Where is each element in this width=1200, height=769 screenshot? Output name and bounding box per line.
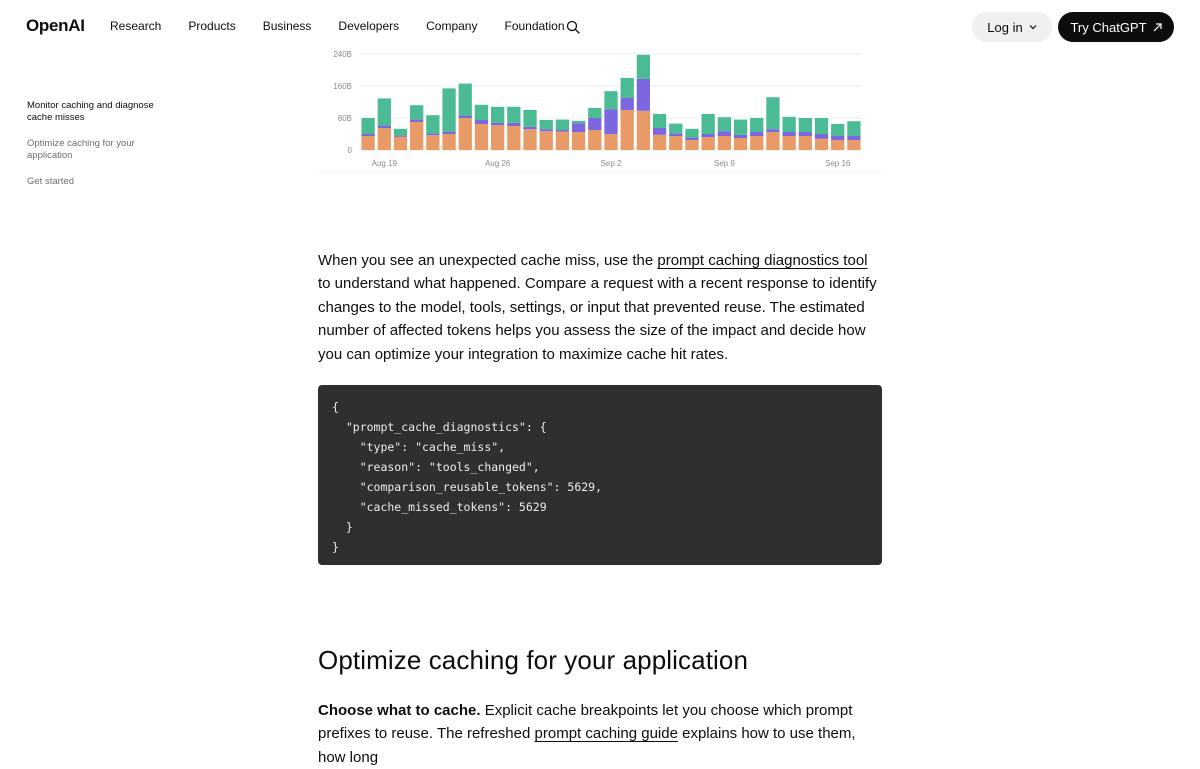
bar-segment <box>410 122 423 150</box>
bar-segment <box>637 79 650 111</box>
bar-segment <box>410 105 423 119</box>
bar-segment <box>799 136 812 150</box>
bar-segment <box>734 120 747 135</box>
bar-segment <box>556 132 569 150</box>
bar-segment <box>847 136 860 140</box>
para1-text-after: to understand what happened. Compare a request with a recent response to identify changes to the model, tools, settings, or input that prevented reuse. The estimated number of affected tokens helps you assess the size of the impact and decide how you can optimize your integration to maximize cache hit rates. <box>318 275 877 363</box>
bar-segment <box>799 118 812 132</box>
y-tick-label: 240B <box>333 50 352 59</box>
bar-segment <box>604 134 617 150</box>
diagnostics-paragraph <box>318 249 884 366</box>
bar-segment <box>556 130 569 132</box>
bar-segment <box>394 129 407 136</box>
bar-segment <box>540 129 553 131</box>
bar-segment <box>831 140 844 150</box>
login-button[interactable] <box>972 12 1052 42</box>
try-chatgpt-button[interactable] <box>1058 12 1174 42</box>
y-tick-label: 0 <box>347 146 352 155</box>
para2-text-before: Explicit cache breakpoints let you choose which prompt prefixes to reuse. The refreshed <box>318 702 853 743</box>
bar-segment <box>523 129 536 150</box>
bar-segment <box>459 118 472 150</box>
bar-segment <box>718 131 731 136</box>
bar-segment <box>766 132 779 150</box>
nav-item-business[interactable]: Business <box>262 19 312 33</box>
arrow-up-right-icon <box>1153 23 1162 32</box>
toc-item-optimize-caching[interactable]: Optimize caching for your application <box>27 138 135 161</box>
x-tick-label: Sep 2 <box>600 159 622 168</box>
main-nav <box>110 19 592 33</box>
bar-segment <box>475 120 488 124</box>
bar-segment <box>653 114 666 128</box>
y-tick-label: 80B <box>337 114 352 123</box>
bar-segment <box>442 134 455 150</box>
x-tick-label: Aug 26 <box>484 159 511 168</box>
x-tick-label: Aug 19 <box>371 159 397 168</box>
code-content: { "prompt_cache_diagnostics": { "type": "cache_miss", "reason": "tools_changed", "comparison_reusable_tokens": 5629, "cache_missed_tokens": 5629 } } <box>332 400 603 554</box>
choose-cache-paragraph <box>318 699 884 769</box>
bar-segment <box>475 124 488 150</box>
bar-segment <box>507 107 520 123</box>
table-of-contents <box>27 100 177 202</box>
bar-segment <box>507 126 520 150</box>
toc-item-monitor-caching[interactable]: Monitor caching and diagnose cache misses <box>27 100 154 123</box>
bar-segment <box>540 131 553 150</box>
bar-segment <box>750 136 763 150</box>
nav-item-foundation[interactable]: Foundation <box>504 19 565 33</box>
bar-segment <box>459 116 472 118</box>
y-tick-label: 160B <box>333 82 352 91</box>
bar-segment <box>815 118 828 134</box>
bar-segment <box>475 105 488 120</box>
para2-text-after: explains how to use them, how long <box>318 725 856 766</box>
bar-segment <box>394 136 407 137</box>
bar-segment <box>572 132 585 150</box>
bar-segment <box>685 140 698 150</box>
bar-segment <box>523 127 536 129</box>
bar-segment <box>491 123 504 125</box>
bar-segment <box>378 128 391 150</box>
bar-segment <box>378 126 391 128</box>
bar-segment <box>588 108 601 118</box>
bar-segment <box>799 132 812 136</box>
bar-segment <box>766 129 779 132</box>
bar-segment <box>556 120 569 130</box>
bar-segment <box>685 138 698 140</box>
bar-segment <box>782 117 795 132</box>
bar-segment <box>847 140 860 150</box>
para2-bold-lead: Choose what to cache. <box>318 702 481 719</box>
stacked-bar-chart <box>318 40 882 176</box>
bar-segment <box>831 124 844 136</box>
bar-segment <box>361 118 374 134</box>
nav-item-products[interactable]: Products <box>188 19 236 33</box>
bar-segment <box>782 136 795 150</box>
bar-segment <box>831 136 844 140</box>
bar-segment <box>653 135 666 150</box>
bar-segment <box>685 129 698 138</box>
caching-guide-link[interactable]: prompt caching guide <box>534 725 678 743</box>
bar-segment <box>523 110 536 127</box>
bar-segment <box>604 109 617 134</box>
bar-segment <box>750 118 763 132</box>
login-label: Log in <box>987 19 1023 35</box>
bar-segment <box>491 107 504 123</box>
bar-segment <box>507 123 520 126</box>
bar-segment <box>361 134 374 136</box>
toc-item-get-started[interactable]: Get started <box>27 176 74 187</box>
bar-segment <box>637 111 650 150</box>
search-icon[interactable] <box>566 20 580 34</box>
chevron-down-icon <box>1029 23 1037 31</box>
bar-segment <box>702 134 715 137</box>
bar-segment <box>766 97 779 129</box>
bar-segment <box>540 120 553 129</box>
bar-segment <box>621 110 634 150</box>
bar-segment <box>426 134 439 136</box>
bar-segment <box>378 98 391 125</box>
bar-segment <box>361 136 374 150</box>
bar-segment <box>847 121 860 136</box>
code-block <box>318 385 882 565</box>
diagnostics-tool-link[interactable]: prompt caching diagnostics tool <box>657 252 868 269</box>
bar-segment <box>426 115 439 133</box>
bar-segment <box>442 132 455 134</box>
bar-segment <box>572 121 585 123</box>
bar-segment <box>669 124 682 134</box>
bar-segment <box>782 132 795 136</box>
bar-segment <box>637 55 650 79</box>
bar-segment <box>621 78 634 98</box>
bar-segment <box>718 117 731 131</box>
bar-segment <box>718 136 731 150</box>
bar-segment <box>815 134 828 139</box>
bar-segment <box>491 125 504 150</box>
bar-segment <box>442 88 455 131</box>
bar-segment <box>604 91 617 109</box>
bar-segment <box>621 98 634 110</box>
para1-text-before: When you see an unexpected cache miss, use the <box>318 252 658 269</box>
bar-segment <box>588 118 601 130</box>
section-title: Optimize caching for your application <box>318 645 749 675</box>
bar-segment <box>702 114 715 134</box>
bar-segment <box>669 134 682 136</box>
bar-segment <box>426 135 439 150</box>
nav-item-company[interactable]: Company <box>426 19 478 33</box>
bar-segment <box>572 123 585 132</box>
bar-segment <box>750 132 763 136</box>
cache-usage-chart <box>318 40 882 176</box>
bar-segment <box>734 138 747 150</box>
bar-segment <box>734 135 747 138</box>
nav-item-research[interactable]: Research <box>110 19 162 33</box>
x-tick-label: Sep 9 <box>713 159 735 168</box>
bar-segment <box>459 84 472 116</box>
bar-segment <box>815 139 828 150</box>
try-chatgpt-label: Try ChatGPT <box>1070 19 1147 35</box>
bar-segment <box>653 128 666 135</box>
bar-segment <box>702 137 715 150</box>
bar-segment <box>669 136 682 150</box>
nav-item-developers[interactable]: Developers <box>338 19 400 33</box>
chart-bottom-shade <box>318 170 882 178</box>
openai-logo[interactable]: OpenAI <box>26 16 85 35</box>
bar-segment <box>410 120 423 122</box>
bar-segment <box>394 137 407 150</box>
x-tick-label: Sep 16 <box>825 159 851 168</box>
bar-segment <box>588 130 601 150</box>
